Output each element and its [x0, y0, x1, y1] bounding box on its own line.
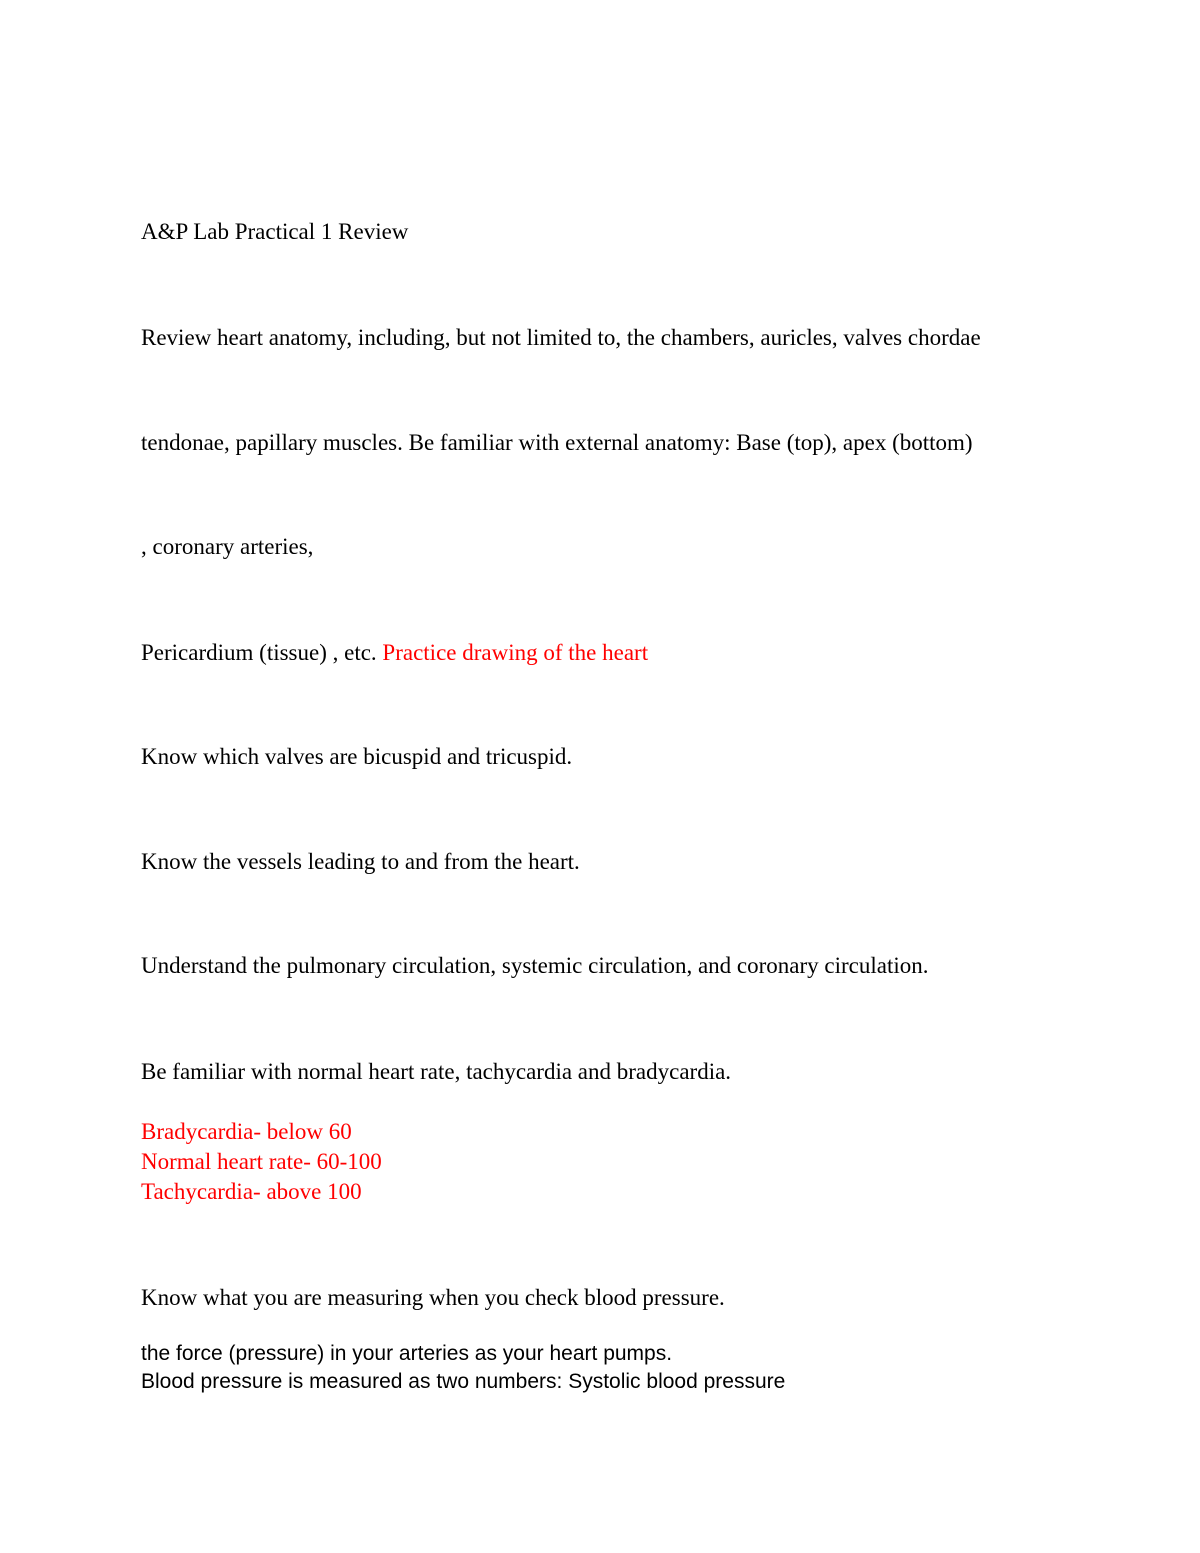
heart-rate-tachycardia: Tachycardia- above 100 [141, 1179, 362, 1204]
paragraph-blood-pressure: Know what you are measuring when you check blood pressure. [141, 1285, 725, 1310]
paragraph-heart-anatomy-line-3: , coronary arteries, [141, 534, 314, 559]
paragraph-circulation: Understand the pulmonary circulation, systemic circulation, and coronary circulation. [141, 953, 929, 978]
paragraph-heart-anatomy-line-2: tendonae, papillary muscles. Be familiar with external anatomy: Base (top), apex (bottom) [141, 430, 973, 455]
blood-pressure-answer-line-1: the force (pressure) in your arteries as your heart pumps. [141, 1342, 673, 1365]
paragraph-valves: Know which valves are bicuspid and tricuspid. [141, 744, 573, 769]
paragraph-heart-rate: Be familiar with normal heart rate, tachycardia and bradycardia. [141, 1059, 732, 1084]
paragraph-pericardium [141, 638, 648, 668]
paragraph-vessels: Know the vessels leading to and from the heart. [141, 849, 580, 874]
heart-rate-normal: Normal heart rate- 60-100 [141, 1149, 382, 1174]
practice-drawing-note: Practice drawing of the heart [382, 640, 649, 665]
paragraph-heart-anatomy-line-1: Review heart anatomy, including, but not limited to, the chambers, auricles, valves chordae [141, 325, 981, 350]
document-title: A&P Lab Practical 1 Review [141, 219, 409, 244]
blood-pressure-answer-line-2: Blood pressure is measured as two numbers: Systolic blood pressure [141, 1370, 786, 1393]
heart-rate-bradycardia: Bradycardia- below 60 [141, 1119, 352, 1144]
pericardium-text: Pericardium (tissue) , etc. [141, 640, 383, 665]
